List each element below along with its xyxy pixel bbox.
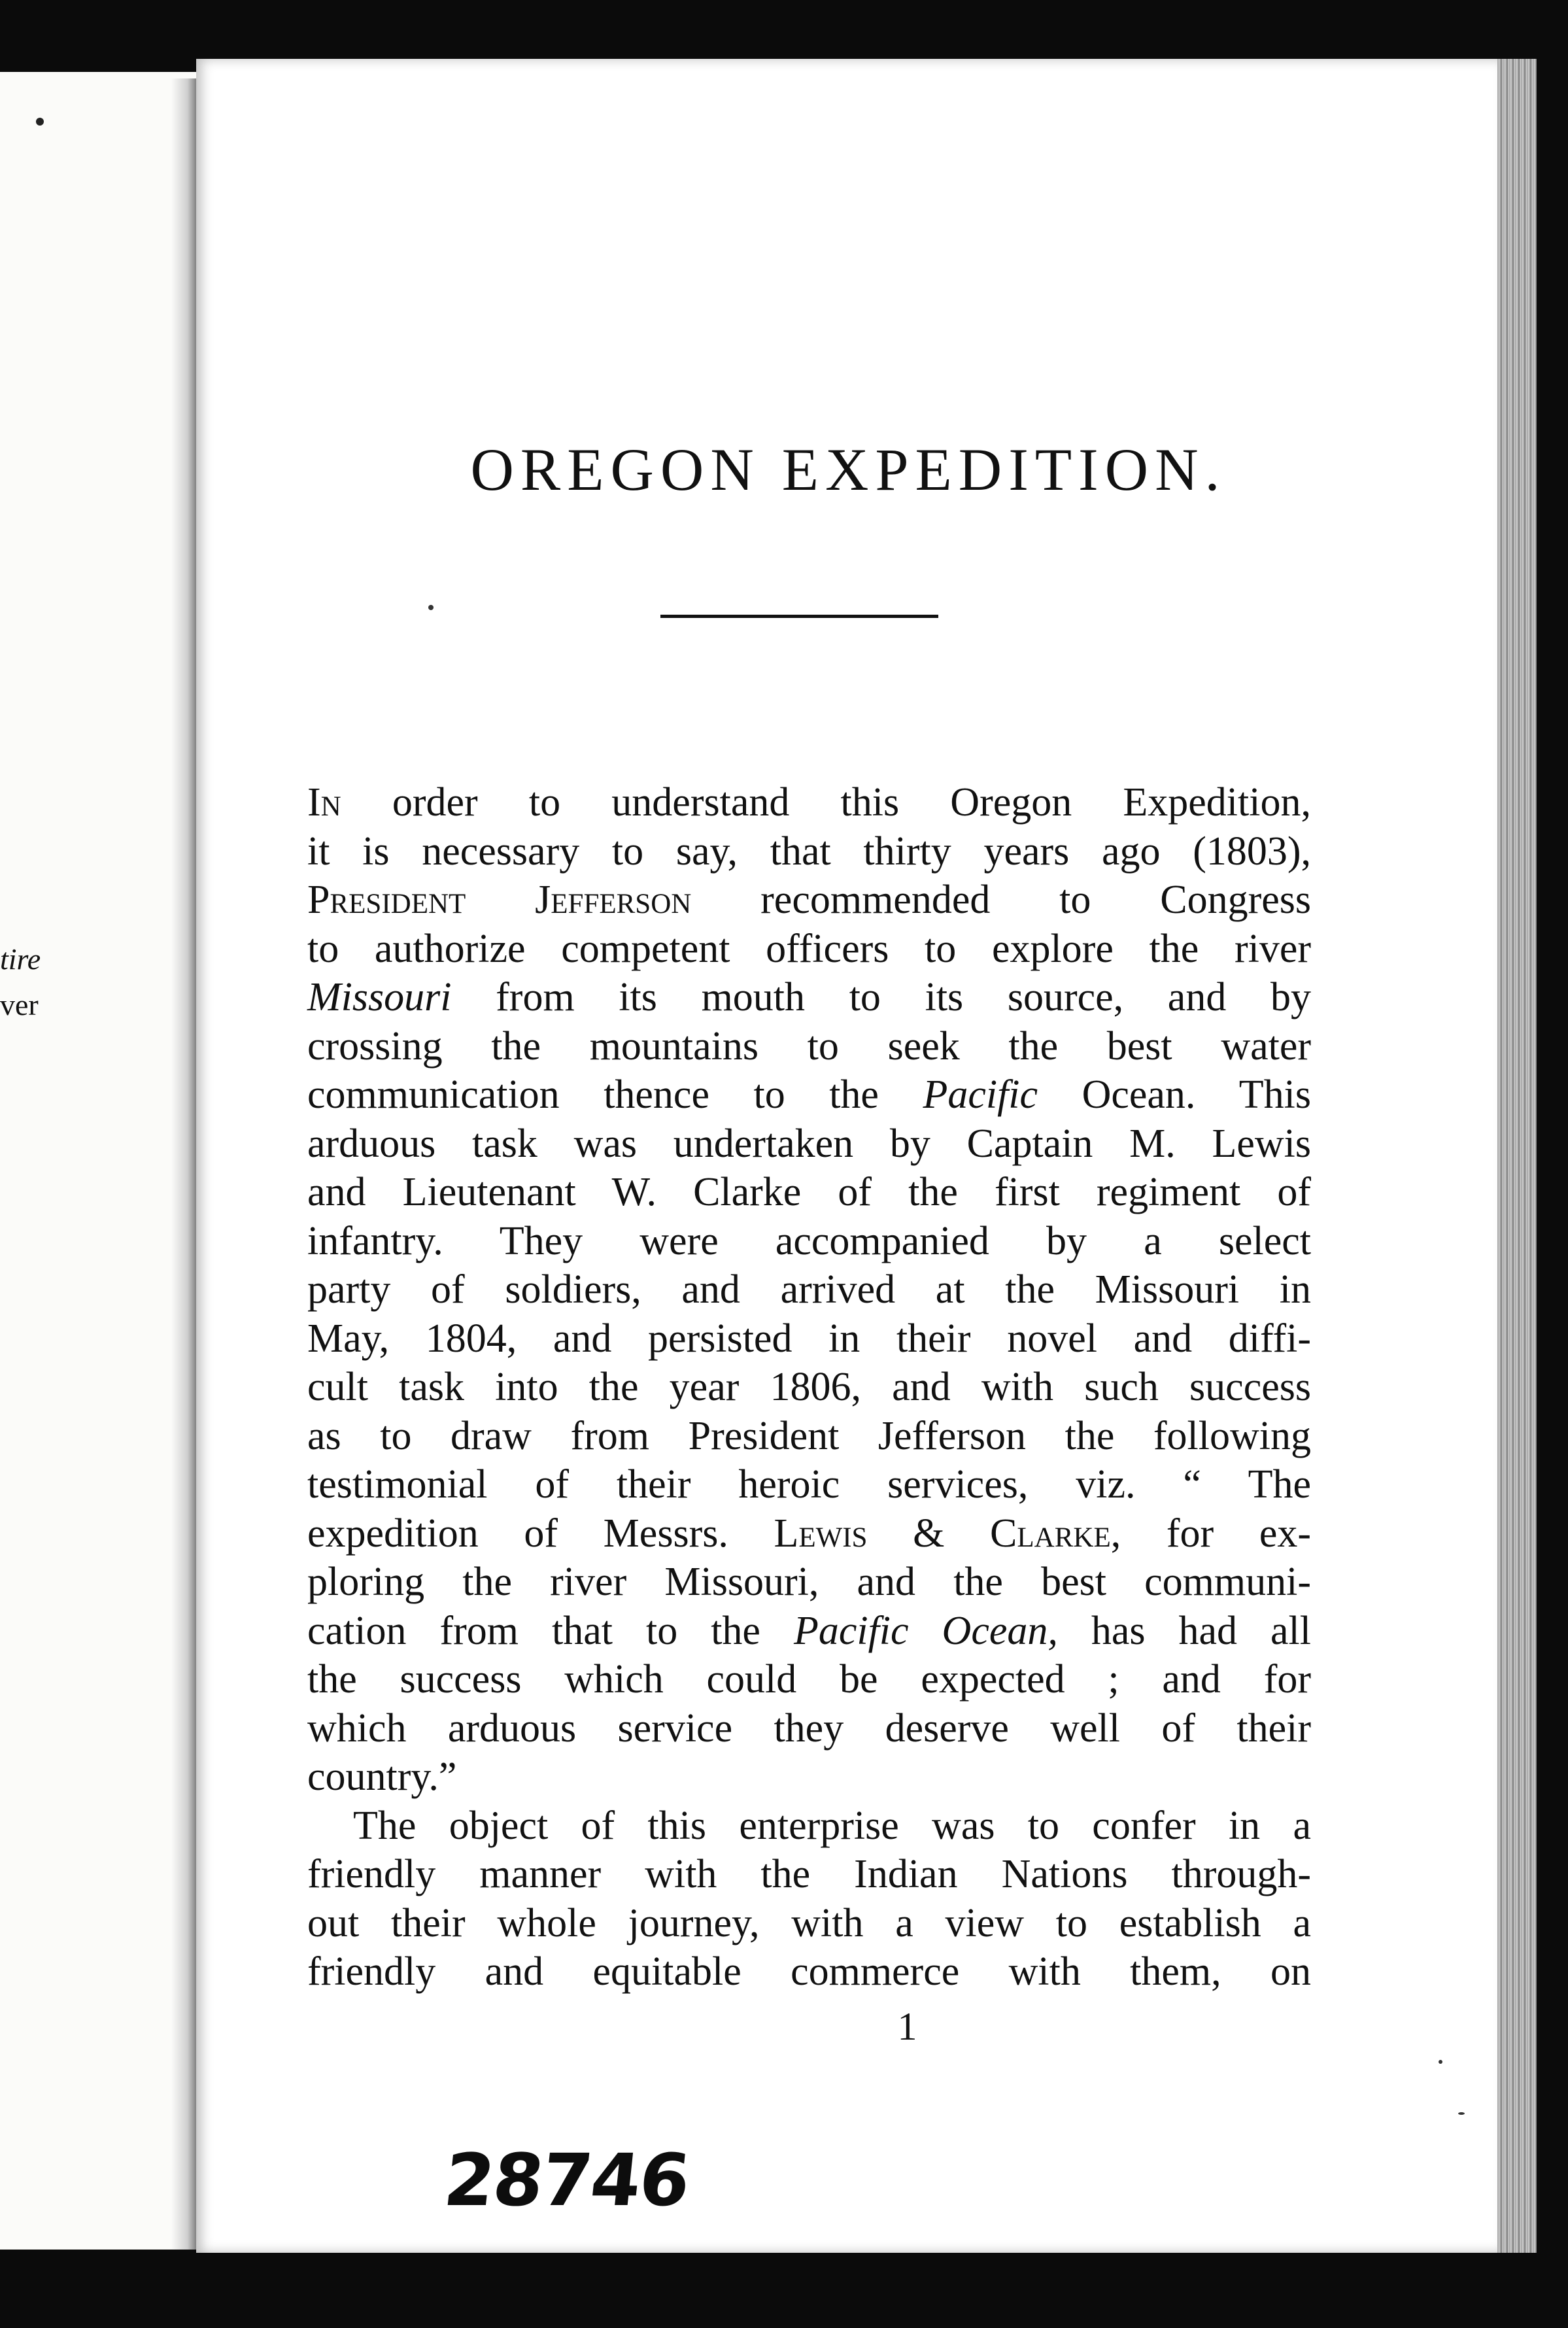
page-title: OREGON EXPEDITION.	[470, 436, 1227, 503]
ink-speck	[428, 605, 434, 610]
italic-text: Pacific	[923, 1072, 1038, 1117]
text-segment: the success which could be expected ; and for	[307, 1657, 1311, 1702]
text-segment: country.”	[307, 1755, 457, 1799]
text-line	[307, 876, 1311, 925]
left-page-fragment: ver	[0, 988, 39, 1021]
text-segment: expedition of Messrs.	[307, 1511, 774, 1556]
left-page-fragment: tire	[0, 942, 41, 976]
text-line	[307, 1558, 1311, 1607]
page-number: 1	[897, 2005, 917, 2048]
text-segment: friendly manner with the Indian Nations through-	[307, 1852, 1311, 1896]
text-segment: from its mouth to its source, and by	[451, 975, 1311, 1019]
text-segment: The object of this enterprise was to confer in a	[353, 1803, 1311, 1848]
text-line	[307, 973, 1311, 1022]
text-line	[307, 1070, 1311, 1120]
ink-dot	[36, 118, 44, 126]
text-segment: , for ex-	[1110, 1511, 1311, 1556]
text-line	[307, 1655, 1311, 1704]
text-segment: &	[867, 1511, 991, 1556]
handwritten-catalog-number: 28746	[440, 2138, 693, 2222]
text-segment: crossing the mountains to seek the best water	[307, 1023, 1311, 1069]
text-line	[307, 1217, 1311, 1266]
small-caps-text: In	[307, 780, 341, 825]
text-line	[307, 1168, 1311, 1217]
paragraph-1	[307, 778, 1311, 1802]
italic-text: Pacific Ocean,	[793, 1608, 1058, 1653]
body-text	[307, 778, 1311, 1996]
text-segment: cation from that to the	[307, 1608, 794, 1653]
text-line	[307, 1509, 1311, 1558]
text-segment: May, 1804, and persisted in their novel and diffi-	[307, 1316, 1311, 1361]
ink-speck	[1439, 2060, 1442, 2064]
ink-speck	[1458, 2112, 1465, 2115]
text-segment: it is necessary to say, that thirty years ago (1803),	[307, 829, 1311, 874]
text-line	[307, 925, 1311, 974]
title-rule	[660, 615, 938, 618]
text-line	[307, 1022, 1311, 1071]
text-segment: which arduous service they deserve well of their	[307, 1705, 1311, 1751]
text-segment: Ocean. This	[1038, 1072, 1312, 1117]
text-line	[307, 1607, 1311, 1656]
text-line	[307, 1704, 1311, 1753]
book-page	[196, 59, 1501, 2253]
text-segment: to authorize competent officers to explore the river	[307, 926, 1311, 971]
text-segment: arduous task was undertaken by Captain M. Lewis	[307, 1121, 1311, 1166]
text-line	[307, 778, 1311, 827]
text-segment: order to understand this Oregon Expedition,	[341, 780, 1311, 825]
text-segment: ploring the river Missouri, and the best communi-	[307, 1560, 1311, 1604]
previous-page-sliver	[0, 72, 196, 2250]
text-segment: cult task into the year 1806, and with such success	[307, 1365, 1311, 1409]
small-caps-text: Clarke	[990, 1511, 1111, 1556]
paragraph-2	[307, 1802, 1311, 1996]
text-line	[307, 1753, 1311, 1802]
text-segment: infantry. They were accompanied by a select	[307, 1218, 1311, 1263]
text-segment: has had all	[1057, 1608, 1311, 1653]
text-segment: testimonial of their heroic services, viz. “ The	[307, 1462, 1311, 1507]
text-segment: friendly and equitable commerce with them, on	[307, 1949, 1311, 1994]
small-caps-text: President Jefferson	[307, 878, 692, 922]
text-line	[307, 1412, 1311, 1461]
small-caps-text: Lewis	[774, 1511, 868, 1556]
text-line	[307, 1363, 1311, 1412]
text-segment: recommended to Congress	[691, 878, 1311, 922]
text-line	[307, 1850, 1311, 1899]
text-line	[307, 1947, 1311, 1996]
text-segment: as to draw from President Jefferson the following	[307, 1413, 1311, 1458]
text-line	[307, 1899, 1311, 1948]
text-segment: party of soldiers, and arrived at the Missouri in	[307, 1267, 1311, 1312]
page-edges	[1497, 59, 1537, 2253]
text-segment: communication thence to the	[307, 1072, 923, 1117]
text-line	[307, 1314, 1311, 1363]
text-line	[307, 827, 1311, 876]
text-line	[307, 1265, 1311, 1314]
italic-text: Missouri	[307, 975, 452, 1019]
text-segment: out their whole journey, with a view to establish a	[307, 1900, 1311, 1945]
text-segment: and Lieutenant W. Clarke of the first regiment of	[307, 1170, 1311, 1214]
text-line	[307, 1120, 1311, 1169]
text-line	[307, 1802, 1311, 1851]
text-line	[307, 1460, 1311, 1509]
